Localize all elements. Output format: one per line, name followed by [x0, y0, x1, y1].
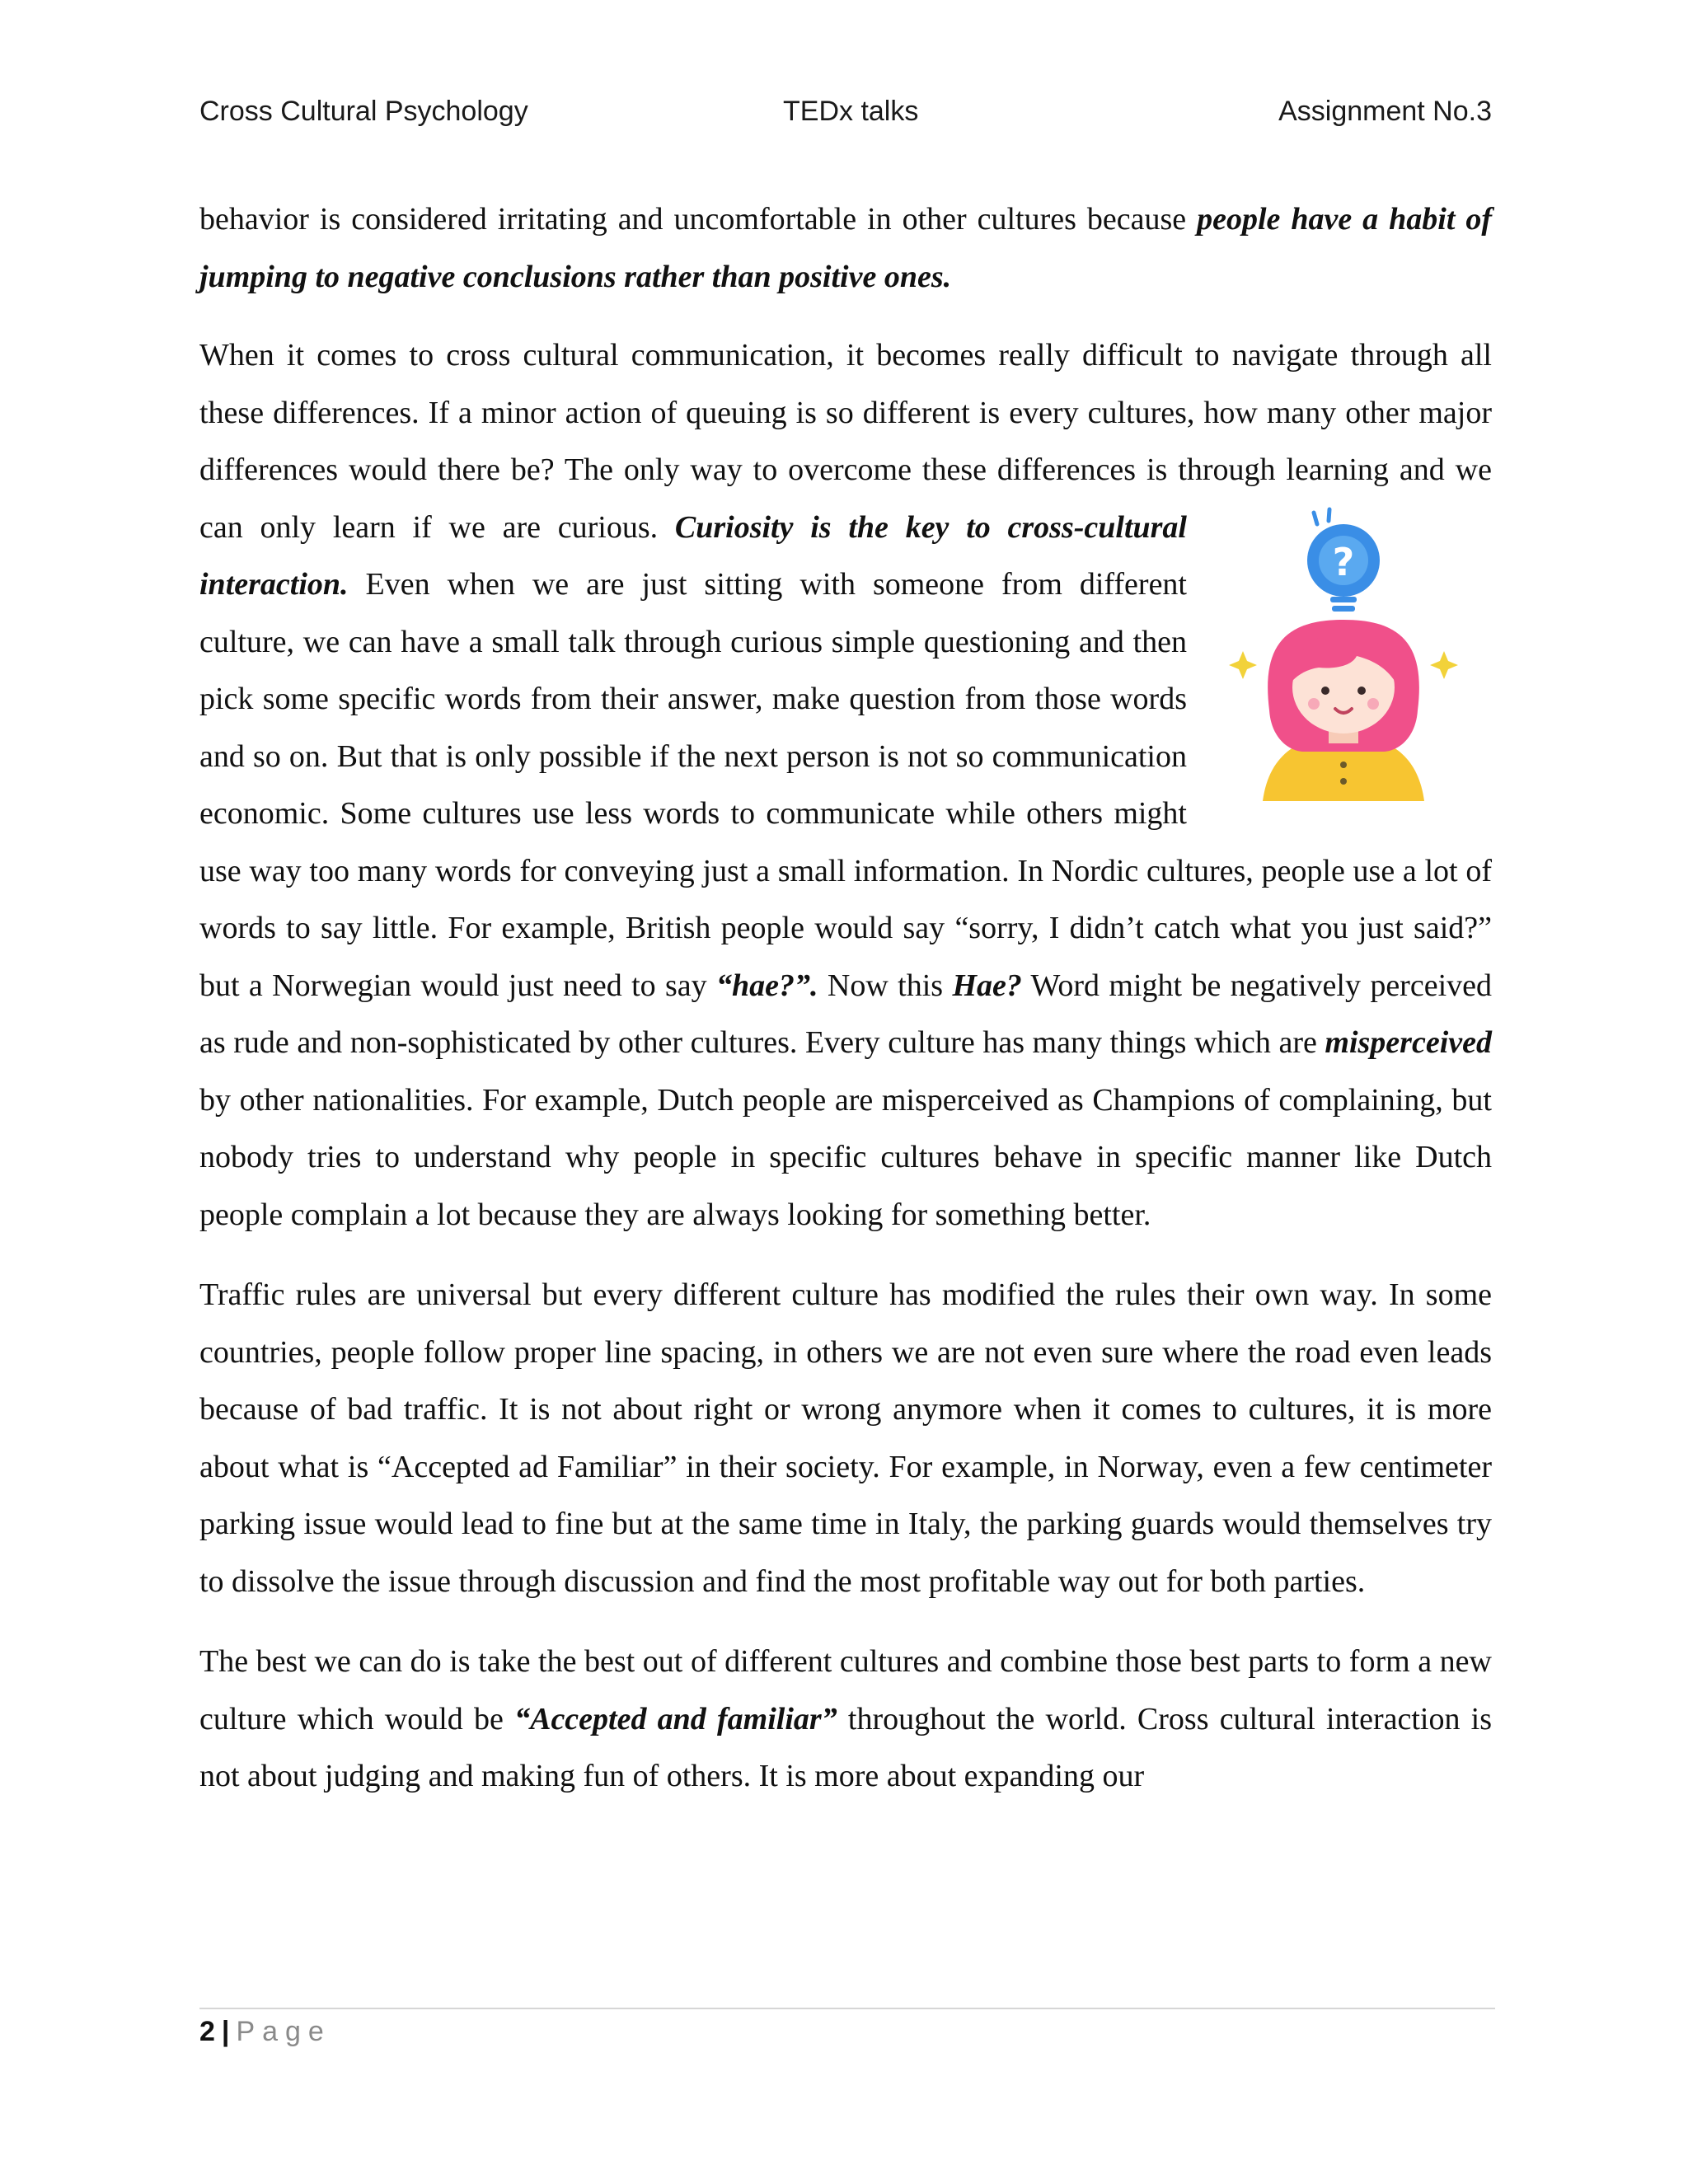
curious-girl-icon [1220, 504, 1492, 801]
p2-emphasis-hae-quote: “hae?”. [716, 968, 818, 1003]
page-label: Page [236, 2016, 331, 2047]
sparkle-right-icon [1430, 651, 1458, 679]
page-header [199, 96, 1492, 137]
header-assignment: Assignment No.3 [1278, 96, 1492, 127]
p2-text-2: Even when we are just sitting with someone from different culture, we can have a small talk through curious simple questioning and then pick some specific words from their answer, make question from those words and so on. But that is only possible if the next person is not so communication economic. Some cultures use less words to communicate while others might use way too many words for conveying just a small information. In Nordic cultures, people use a lot of words to say little. For example, British people would say “sorry, I didn’t catch what you just said?” but a Norwegian would just need to say [199, 567, 1492, 1003]
p1-text: behavior is considered irritating and uncomfortable in other cultures because [199, 202, 1198, 237]
page-separator: | [221, 2016, 230, 2047]
page-footer [199, 2011, 331, 2052]
document-body [199, 191, 1492, 1829]
footer-divider [199, 2008, 1495, 2009]
p4-text-1: The best we can do is take the best out of different cultures and combine those best parts to form a new culture which would be [199, 1644, 1492, 1736]
paragraph-2 [199, 327, 1492, 1244]
sparkle-left-icon [1229, 651, 1257, 679]
p2-text-5: by other nationalities. For example, Dutch people are misperceived as Champions of complaining, but nobody tries to understand why people in specific cultures behave in specific manner like Dutch people complain a lot because they are always looking for something better. [199, 1082, 1492, 1232]
header-course-title: Cross Cultural Psychology [199, 96, 528, 127]
p4-text-2: throughout the world. Cross cultural interaction is not about judging and making fun of others. It is more about expanding our [199, 1701, 1493, 1793]
paragraph-4 [199, 1633, 1492, 1806]
paragraph-1 [199, 191, 1492, 306]
p1-emphasis: people have a habit of jumping to negative conclusions rather than positive ones. [199, 202, 1492, 294]
p2-text-4: Word might be negatively perceived as rude and non-sophisticated by other cultures. Every culture has many things which are [199, 968, 1492, 1060]
p2-emphasis-curiosity: Curiosity is the key to cross-cultural interaction. [199, 509, 1187, 602]
curiosity-illustration [1220, 504, 1492, 801]
p2-text-3: Now this [818, 968, 953, 1003]
p2-text-1: When it comes to cross cultural communication, it becomes really difficult to navigate through all these differences. If a minor action of queuing is so different is every cultures, how many other major differences would there be? The only way to overcome these differences is through learning and we can only learn if we are curious. [199, 338, 1492, 545]
p3-text: Traffic rules are universal but every different culture has modified the rules their own way. In some countries, people follow proper line spacing, in others we are not even sure where the road even leads because of bad traffic. It is not about right or wrong anymore when it comes to cultures, it is more about what is “Accepted ad Familiar” in their society. For example, in Norway, even a few centimeter parking issue would lead to fine but at the same time in Italy, the parking guards would themselves try to dissolve the issue through discussion and find the most profitable way out for both parties. [199, 1277, 1492, 1599]
page-number: 2 [199, 2016, 215, 2047]
header-topic: TEDx talks [783, 96, 919, 127]
question-mark-icon: ? [1332, 539, 1355, 584]
p4-emphasis: “Accepted and familiar” [514, 1701, 837, 1736]
p2-emphasis-misperceived: misperceived [1325, 1025, 1492, 1060]
p2-emphasis-hae: Hae? [952, 968, 1022, 1003]
paragraph-3 [199, 1267, 1492, 1610]
